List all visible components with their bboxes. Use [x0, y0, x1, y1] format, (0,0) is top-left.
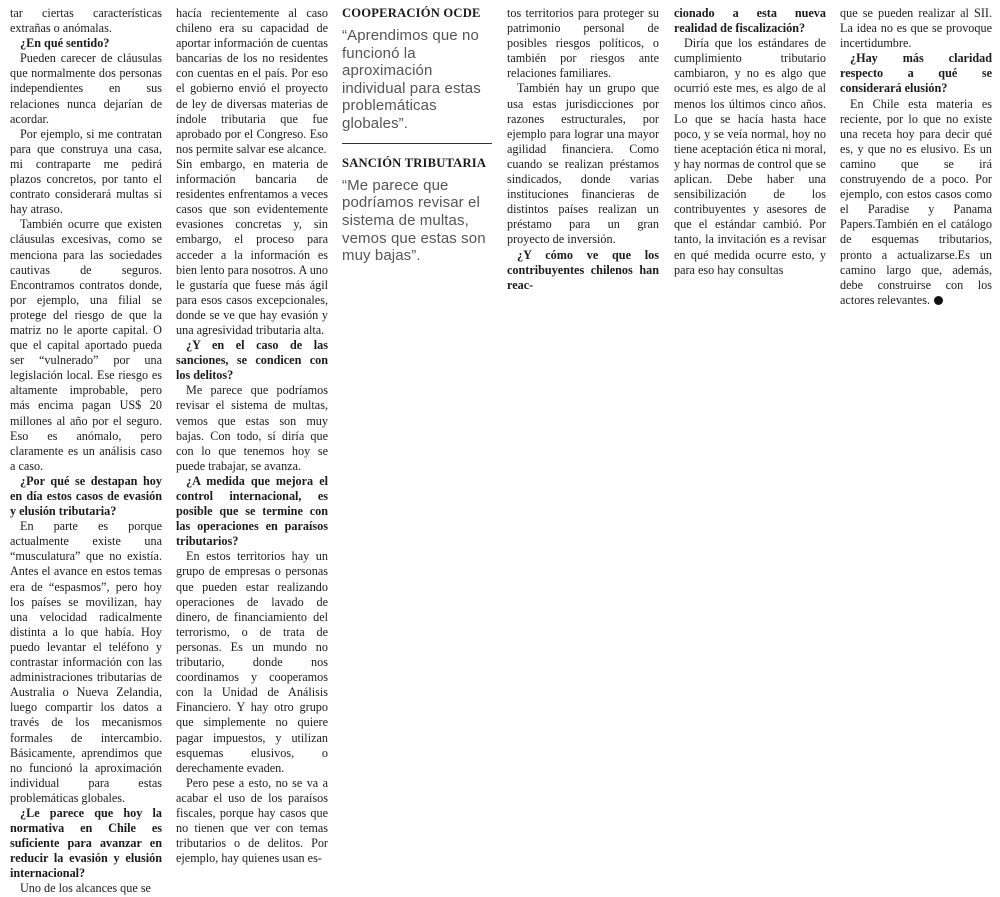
end-of-article-bullet-icon — [934, 296, 943, 305]
paragraph: que se pueden realizar al SII. La idea no es que se provoque incertidumbre. — [840, 6, 992, 51]
interview-question: ¿Hay más claridad respecto a qué se considerará elusión? — [840, 51, 992, 96]
paragraph: tos territorios para proteger su patrimonio personal de posibles riesgos políticos, o también por riesgos ante relaciones familiares. — [507, 6, 659, 81]
interview-question: ¿A medida que mejora el control internacional, es posible que se termine con las operaciones en paraísos tributarios? — [176, 473, 328, 549]
section-heading-cooperacion: COOPERACIÓN OCDE — [342, 6, 481, 20]
paragraph: También ocurre que existen cláusulas excesivas, como se menciona para las sociedades cautivas de seguros. Encontramos contratos donde, por ejemplo, una filial se protege del riesgo de que la matriz no le aporte capital. O que el capital aportado pueda ser “vulnerado” por una legislación local. Ese riesgo es altamente improbable, pero más encima pagan US$ 20 millones al año por el seguro. Eso es anómalo, pero claramente es un análisis caso a caso. — [10, 217, 162, 473]
article-column-2 — [176, 6, 328, 866]
paragraph: En estos territorios hay un grupo de empresas o personas que pueden estar realizando operaciones de lavado de dinero, de financiamiento del terrorismo, o de trata de personas. Es un mundo no tributario, donde nos coordinamos y cooperamos con la Unidad de Análisis Financiero. Y hay otro grupo que simplemente no quiere pagar impuestos, y utilizan esquemas elusivos, o derechamente evaden. — [176, 549, 328, 775]
interview-question: ¿En qué sentido? — [20, 36, 110, 51]
interview-question: ¿Le parece que hoy la normativa en Chile es suficiente para avanzar en reducir la evasión y elusión internacional? — [10, 805, 162, 881]
interview-question: cionado a esta nueva realidad de fiscalización? — [674, 6, 826, 36]
interview-question: ¿Y en el caso de las sanciones, se condicen con los delitos? — [176, 338, 328, 383]
divider — [342, 143, 492, 144]
paragraph: Pero pese a esto, no se va a acabar el uso de los paraísos fiscales, porque hay casos que no tienen que ver con temas tributarios o de delitos. Por ejemplo, hay quienes usan es- — [176, 775, 328, 866]
article-column-1 — [10, 6, 162, 897]
paragraph-text: En Chile esta materia es reciente, por lo que no existe una receta hoy para decir qué es, y que no es elusivo. Es un camino que se irá construyendo de a poco. Por ejemplo, con estos casos como el Paradise y Panama Papers.También en el catálogo de esquemas tributarios, pronto a actualizarse.Es un camino largo que, además, debe construirse con los actores relevantes. — [840, 96, 992, 307]
paragraph: Diría que los estándares de cumplimiento tributario cambiaron, y no es algo que ocurrió este mes, es algo de al menos los últimos cinco años. Lo que se hacía hasta hace poco, y se veía normal, hoy no tiene aceptación ética ni moral, y hay normas de control que se aplican. Debe haber una sensibilización de los contribuyentes y asesores de que el estándar cambió. Por tanto, la invitación es a revisar en qué medida ocurre esto, y para eso hay consultas — [674, 36, 826, 277]
paragraph — [840, 97, 992, 308]
pull-quote: “Aprendimos que no funcionó la aproximación individual para estas problemáticas globales”. — [342, 27, 481, 133]
paragraph: Me parece que podríamos revisar el sistema de multas, vemos que estas son muy bajas. Con todo, sí diría que con lo que tenemos hoy se puede trabajar, se avanza. — [176, 383, 328, 473]
paragraph: Por ejemplo, si me contratan para que construya una casa, mi contraparte me pedirá plazos concretos, por tanto el contrato considerará multas si hay atraso. — [10, 126, 162, 217]
interview-question: ¿Por qué se destapan hoy en día estos casos de evasión y elusión tributaria? — [10, 473, 162, 519]
paragraph: hacía recientemente al caso chileno era su capacidad de aportar información de cuentas bancarias de los no residentes con cuentas en el país. Por eso el gobierno envió el proyecto de ley de diversas materias de índole tributaria que fue aprobado por el Congreso. Eso nos permite salvar ese alcance. — [176, 6, 328, 156]
pull-quote-column — [342, 6, 492, 265]
section-heading-sancion: SANCIÓN TRIBUTARIA — [342, 155, 487, 170]
article-column-5 — [674, 6, 826, 278]
paragraph: En parte es porque actualmente existe una “musculatura” que no existía. Antes el avance en estos temas era de “espasmos”, pero hoy los países se movilizan, hay una velocidad radicalmente distinta a lo que había. Hoy puedo levantar el teléfono y contrastar información con las administraciones tributarias de Australia o Nueva Zelandia, luego compartir los datos a través de los mecanismos formales de intercambio. Básicamente, aprendimos que no funcionó la aproximación individual para estas problemáticas globales. — [10, 519, 162, 805]
article-column-6 — [840, 6, 992, 308]
pull-quote: “Me parece que podríamos revisar el sistema de multas, vemos que estas son muy bajas”. — [342, 176, 486, 265]
paragraph: Pueden carecer de cláusulas que normalmente dos personas independientes en sus relaciones nunca dejarían de acordar. — [10, 51, 162, 126]
article-column-4 — [507, 6, 659, 293]
interview-question: ¿Y cómo ve que los contribuyentes chilenos han reac- — [507, 247, 659, 292]
paragraph: También hay un grupo que usa estas jurisdicciones por razones estructurales, por ejemplo para lograr una mayor agilidad financiera. Como cuando se realizan préstamos sindicados, donde varias instituciones financieras de distintos países realizan un préstamo para un gran proyecto de inversión. — [507, 81, 659, 247]
paragraph: Sin embargo, en materia de información bancaria de residentes enfrentamos a veces casos que son evidentemente evasiones concretas y, sin embargo, el proceso para acceder a la información es bien lento para nosotros. A uno le gustaría que fuese más ágil para esos casos excepcionales, donde se ve que hay evasión y una agresividad tributaria alta. — [176, 156, 328, 337]
paragraph: Uno de los alcances que se — [20, 881, 151, 896]
paragraph: tar ciertas características extrañas o anómalas. — [10, 6, 162, 36]
